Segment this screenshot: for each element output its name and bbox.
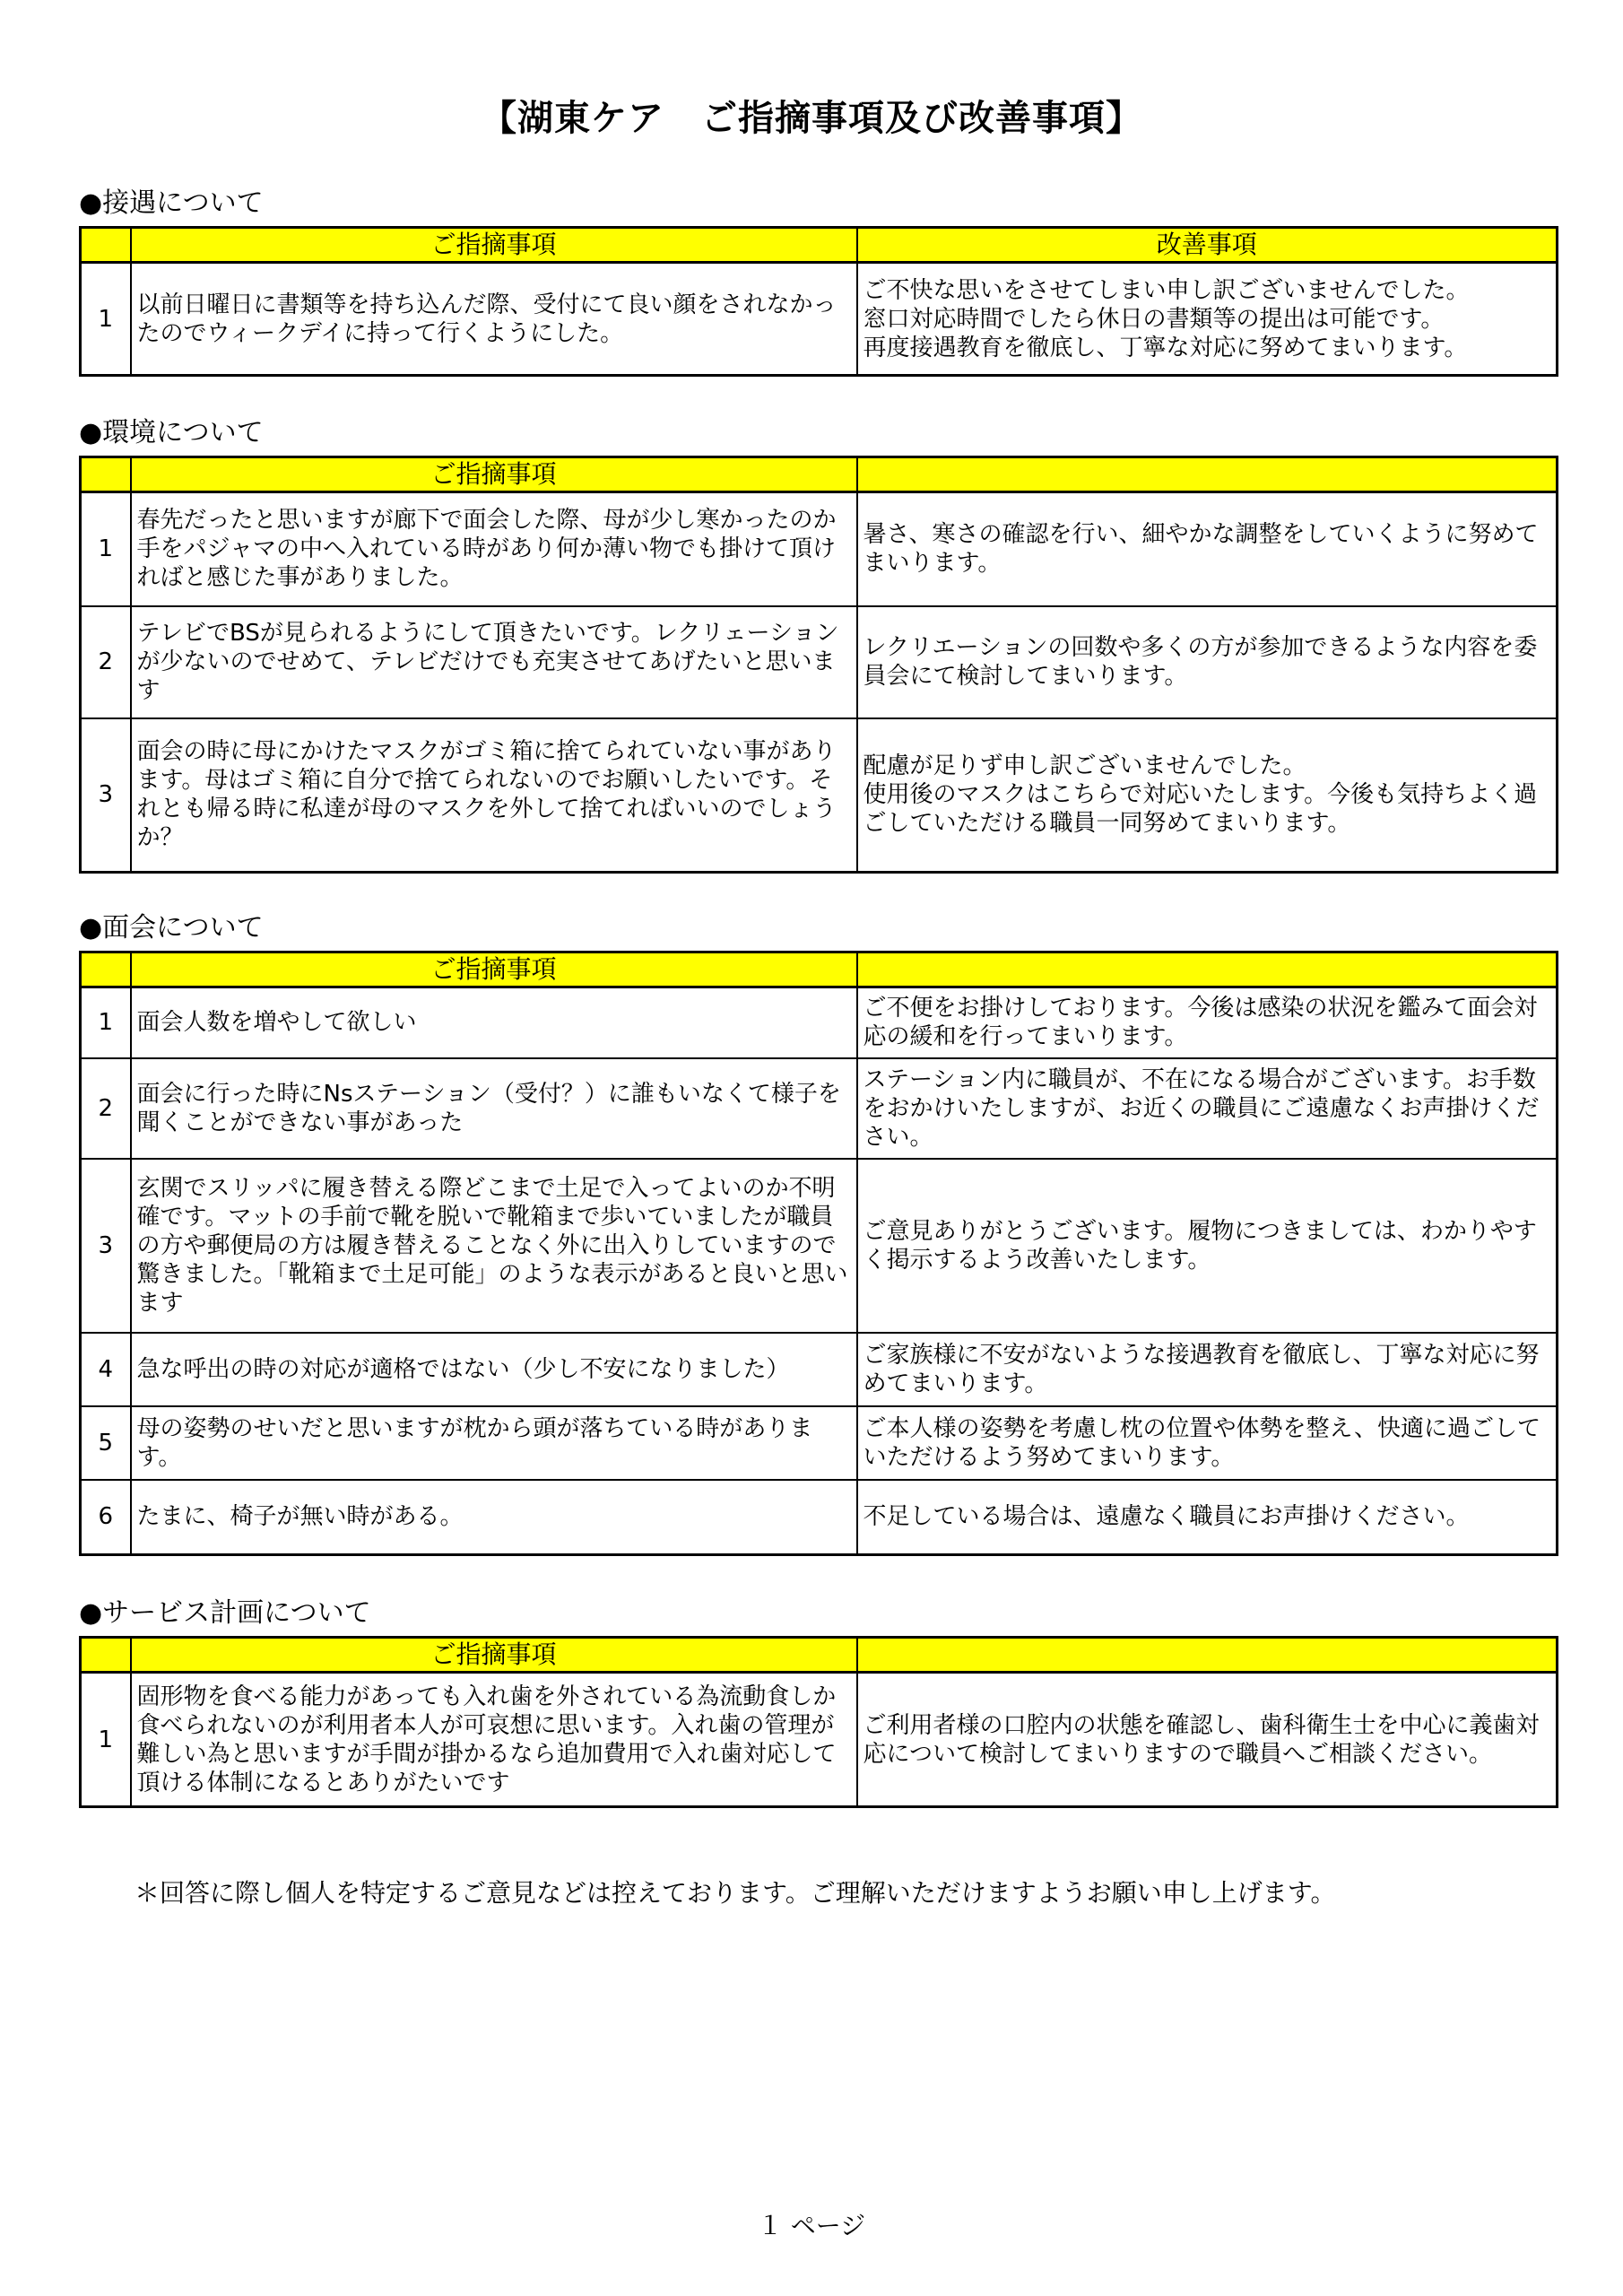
table-row	[81, 263, 1558, 376]
header-fix	[857, 457, 1558, 492]
table-header-row	[81, 457, 1558, 492]
header-issue: ご指摘事項	[131, 1638, 857, 1673]
row-number: 4	[81, 1333, 131, 1406]
page-title: 【湖東ケア ご指摘事項及び改善事項】	[481, 98, 1142, 139]
section-visits	[79, 909, 1556, 1556]
row-number: 2	[81, 606, 131, 718]
fix-cell: ご不快な思いをさせてしまい申し訳ございませんでした。 窓口対応時間でしたら休日の書類等の提出は可能です。 再度接遇教育を徹底し、丁寧な対応に努めてまいります。	[857, 263, 1558, 376]
page-number: １ ページ	[757, 2211, 866, 2240]
issue-cell: 固形物を食べる能力があっても入れ歯を外されている為流動食しか食べられないのが利用者本人が可哀想に思います。入れ歯の管理が難しい為と思いますが手間が掛かるなら追加費用で入れ歯対応して頂ける体制になるとありがたいです	[131, 1673, 857, 1807]
fix-cell: レクリエーションの回数や多くの方が参加できるような内容を委員会にて検討してまいります。	[857, 606, 1558, 718]
header-no	[81, 228, 131, 263]
header-no	[81, 952, 131, 987]
issue-cell: 母の姿勢のせいだと思いますが枕から頭が落ちている時があります。	[131, 1406, 857, 1480]
table-row	[81, 718, 1558, 873]
table-header-row	[81, 952, 1558, 987]
fix-cell: ご家族様に不安がないような接遇教育を徹底し、丁寧な対応に努めてまいります。	[857, 1333, 1558, 1406]
table-row	[81, 606, 1558, 718]
row-number: 1	[81, 1673, 131, 1807]
issue-cell: 面会に行った時にNsステーション（受付？）に誰もいなくて様子を聞くことができない事があった	[131, 1058, 857, 1159]
section-environment	[79, 414, 1556, 874]
fix-cell: ご不便をお掛けしております。今後は感染の状況を鑑みて面会対応の緩和を行ってまいります。	[857, 987, 1558, 1058]
section-reception	[79, 185, 1556, 377]
table-row	[81, 987, 1558, 1058]
table-row	[81, 492, 1558, 606]
section-heading: ●サービス計画について	[79, 1597, 371, 1629]
table-header-row	[81, 228, 1558, 263]
fix-cell: ご本人様の姿勢を考慮し枕の位置や体勢を整え、快適に過ごしていただけるよう努めてまいります。	[857, 1406, 1558, 1480]
table-row	[81, 1673, 1558, 1807]
issue-cell: テレビでBSが見られるようにして頂きたいです。レクリェーションが少ないのでせめて、テレビだけでも充実させてあげたいと思います	[131, 606, 857, 718]
header-fix	[857, 1638, 1558, 1673]
feedback-table	[79, 951, 1558, 1556]
feedback-table	[79, 1636, 1558, 1808]
row-number: 3	[81, 718, 131, 873]
table-row	[81, 1058, 1558, 1159]
table-row	[81, 1480, 1558, 1555]
issue-cell: 面会の時に母にかけたマスクがゴミ箱に捨てられていない事があります。母はゴミ箱に自分で捨てられないのでお願いしたいです。それとも帰る時に私達が母のマスクを外して捨てればいいのでしょうか？	[131, 718, 857, 873]
header-fix	[857, 952, 1558, 987]
header-issue: ご指摘事項	[131, 952, 857, 987]
issue-cell: 春先だったと思いますが廊下で面会した際、母が少し寒かったのか手をパジャマの中へ入れている時があり何か薄い物でも掛けて頂ければと感じた事がありました。	[131, 492, 857, 606]
row-number: 5	[81, 1406, 131, 1480]
header-fix: 改善事項	[857, 228, 1558, 263]
issue-cell: 以前日曜日に書類等を持ち込んだ際、受付にて良い顔をされなかったのでウィークデイに持って行くようにした。	[131, 263, 857, 376]
row-number: 1	[81, 492, 131, 606]
fix-cell: 暑さ、寒さの確認を行い、細やかな調整をしていくように努めてまいります。	[857, 492, 1558, 606]
header-issue: ご指摘事項	[131, 457, 857, 492]
feedback-table	[79, 226, 1558, 377]
header-no	[81, 1638, 131, 1673]
fix-cell: ご利用者様の口腔内の状態を確認し、歯科衛生士を中心に義歯対応について検討してまいりますので職員へご相談ください。	[857, 1673, 1558, 1807]
table-header-row	[81, 1638, 1558, 1673]
fix-cell: ご意見ありがとうございます。履物につきましては、わかりやすく掲示するよう改善いたします。	[857, 1159, 1558, 1333]
issue-cell: たまに、椅子が無い時がある。	[131, 1480, 857, 1555]
row-number: 1	[81, 987, 131, 1058]
header-issue: ご指摘事項	[131, 228, 857, 263]
section-service-plan	[79, 1595, 1556, 1808]
fix-cell: 不足している場合は、遠慮なく職員にお声掛けください。	[857, 1480, 1558, 1555]
table-row	[81, 1406, 1558, 1480]
row-number: 6	[81, 1480, 131, 1555]
section-heading: ●面会について	[79, 912, 264, 944]
fix-cell: 配慮が足りず申し訳ございませんでした。 使用後のマスクはこちらで対応いたします。今後も気持ちよく過ごしていただける職員一同努めてまいります。	[857, 718, 1558, 873]
fix-cell: ステーション内に職員が、不在になる場合がございます。お手数をおかけいたしますが、お近くの職員にご遠慮なくお声掛けください。	[857, 1058, 1558, 1159]
row-number: 2	[81, 1058, 131, 1159]
issue-cell: 面会人数を増やして欲しい	[131, 987, 857, 1058]
section-heading: ●接遇について	[79, 187, 264, 219]
header-no	[81, 457, 131, 492]
row-number: 1	[81, 263, 131, 376]
issue-cell: 玄関でスリッパに履き替える際どこまで土足で入ってよいのか不明確です。マットの手前で靴を脱いで靴箱まで歩いていましたが職員の方や郵便局の方は履き替えることなく外に出入りしていますので驚きました。「靴箱まで土足可能」のような表示があると良いと思います	[131, 1159, 857, 1333]
table-row	[81, 1333, 1558, 1406]
issue-cell: 急な呼出の時の対応が適格ではない（少し不安になりました）	[131, 1333, 857, 1406]
row-number: 3	[81, 1159, 131, 1333]
feedback-table	[79, 456, 1558, 874]
table-row	[81, 1159, 1558, 1333]
privacy-note: ＊回答に際し個人を特定するご意見などは控えております。ご理解いただけますようお願い申し上げます。	[135, 1878, 1336, 1908]
section-heading: ●環境について	[79, 417, 264, 448]
